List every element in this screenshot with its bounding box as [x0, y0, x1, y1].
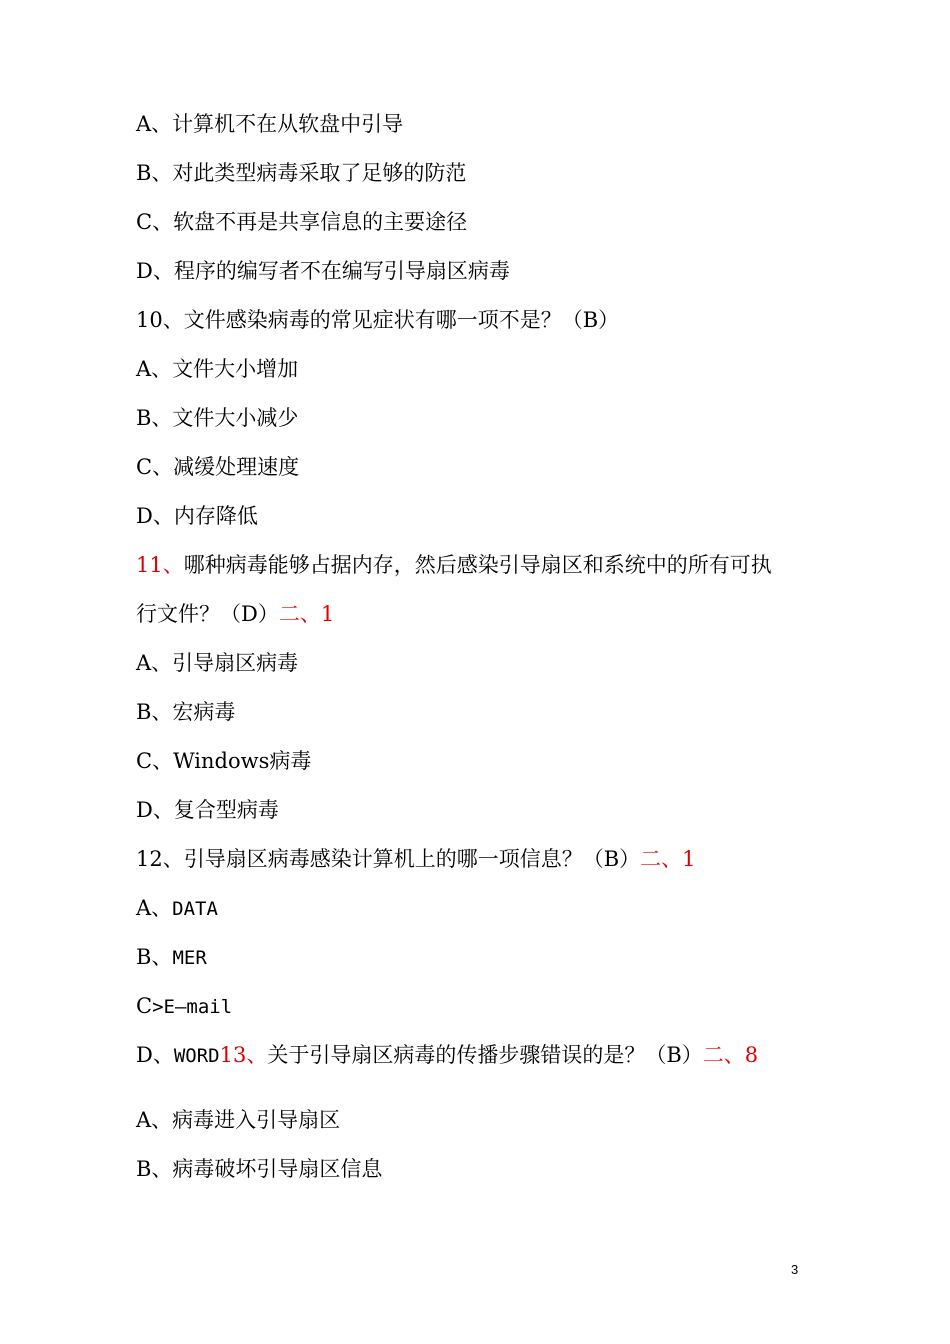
q9-option-c: C、软盘不再是共享信息的主要途径 [136, 210, 468, 234]
q10-option-d: D、内存降低 [136, 504, 258, 528]
q12-reference: 二、1 [640, 847, 696, 871]
q12-option-c-value: >E—mail [152, 996, 233, 1018]
q11-option-c-suffix: 病毒 [269, 749, 312, 773]
q12-option-b [136, 943, 207, 972]
q12-option-a [136, 894, 218, 923]
q11-option-d: D、复合型病毒 [136, 798, 279, 822]
q12-option-c [136, 992, 232, 1021]
page-number: 3 [791, 1262, 799, 1277]
q11-question-text-cont: 行文件？（D） [136, 602, 279, 626]
q13-number: 13、 [219, 1043, 268, 1067]
q12-option-b-value: MER [172, 947, 207, 969]
q11-question-text: 哪种病毒能够占据内存，然后感染引导扇区和系统中的所有可执 [183, 553, 772, 577]
q12-option-d-and-q13-line [136, 1041, 758, 1070]
q12-option-d-value: WORD [173, 1045, 220, 1067]
q12-question: 12、引导扇区病毒感染计算机上的哪一项信息？（B） [136, 847, 641, 871]
q11-reference: 二、1 [278, 602, 335, 626]
q10-option-a: A、文件大小增加 [136, 357, 299, 381]
q9-option-b: B、对此类型病毒采取了足够的防范 [136, 161, 467, 185]
q10-question: 10、文件感染病毒的常见症状有哪一项不是？（B） [136, 308, 620, 332]
q12-option-a-value: DATA [172, 898, 218, 920]
q12-option-a-prefix: A、 [136, 896, 173, 920]
q11-option-c [136, 747, 311, 775]
q11-question-line2 [136, 600, 334, 628]
q9-option-d: D、程序的编写者不在编写引导扇区病毒 [136, 259, 510, 283]
q11-option-b: B、宏病毒 [136, 700, 236, 724]
q13-reference: 二、8 [702, 1043, 759, 1067]
q9-option-a: A、计算机不在从软盘中引导 [136, 112, 404, 136]
q11-option-c-prefix: C、 [136, 749, 174, 773]
q11-option-c-word: Windows [173, 749, 270, 773]
q11-option-a: A、引导扇区病毒 [136, 651, 299, 675]
q12-option-c-prefix: C [136, 994, 153, 1018]
q11-number: 11、 [136, 553, 184, 577]
q13-option-a: A、病毒进入引导扇区 [136, 1108, 341, 1132]
q11-question-line1 [136, 551, 772, 579]
q13-option-b: B、病毒破坏引导扇区信息 [136, 1157, 383, 1181]
q12-option-d-prefix: D、 [136, 1043, 174, 1067]
q13-question: 关于引导扇区病毒的传播步骤错误的是？（B） [267, 1043, 703, 1067]
q12-question-line [136, 845, 696, 873]
q10-option-b: B、文件大小减少 [136, 406, 299, 430]
q12-option-b-prefix: B、 [136, 945, 173, 969]
q10-option-c: C、减缓处理速度 [136, 455, 300, 479]
